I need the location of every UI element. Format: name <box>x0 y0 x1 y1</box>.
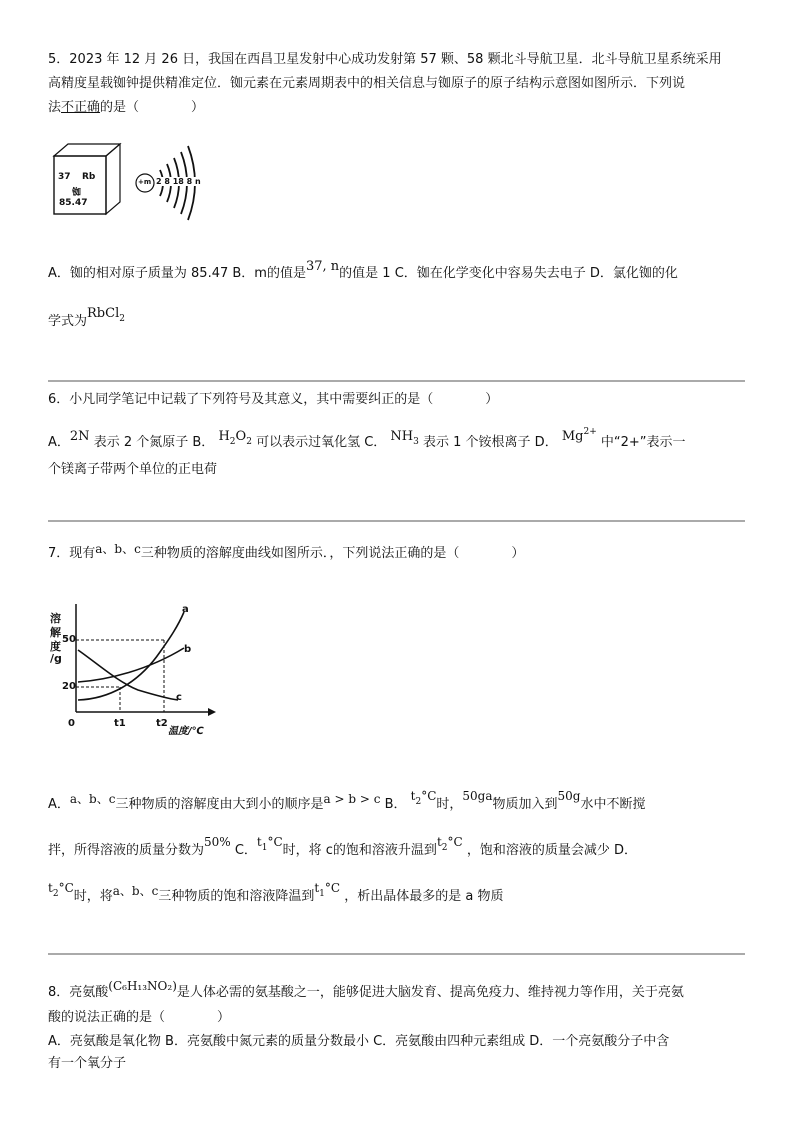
math-37-n: 37, n <box>305 259 340 274</box>
q5-stem-line3: 法不正确的是（ ） <box>48 100 205 115</box>
ytick-20: 20 <box>62 681 76 692</box>
q7-options-line3: $t_2^\circ C$时，将a、b、c三种物质的饱和溶液降温到$t_1^\circ C$ ，析出晶体最多的是 a 物质 <box>48 881 504 904</box>
ylabel-char-2: 解 <box>50 626 61 639</box>
q5-stem-line2: 高精度星载铷钟提供精准定位．铷元素在元素周期表中的相关信息与铷原子的原子结构示意图如图所示．下列说 <box>48 76 686 91</box>
curve-label-b: b <box>184 644 192 655</box>
q7-stem: 7．现有a、b、c三种物质的溶解度曲线如图所示．，下列说法正确的是（ ） <box>48 542 525 561</box>
symbol-mg2plus: $Mg^{2+}$ <box>561 427 597 444</box>
symbol-h2o2: $H_2O_2$ <box>218 429 252 447</box>
xtick-t1: t1 <box>114 718 126 729</box>
q7-options-line2: 拌，所得溶液的质量分数为50% C．$t_1^\circ C$时，将 c的饱和溶液升温到$t_2^\circ C$ ，饱和溶液的质量会减少 D． <box>48 835 637 858</box>
xlabel: 温度/℃ <box>168 726 204 737</box>
nucleus-charge: +m <box>138 178 152 186</box>
q7-options-line1: A．a、b、c三种物质的溶解度由大到小的顺序是a > b > c B． $t_2^\circ C$时，50ga物质加入到50g水中不断搅 <box>48 789 646 812</box>
leucine-formula: (C₆H₁₃NO₂) <box>108 979 177 993</box>
q8-stem-line1: 8．亮氨酸(C₆H₁₃NO₂)是人体必需的氨基酸之一，能够促进大脑发育、提高免疫力、维持视力等作用，关于亮氨 <box>48 979 684 1000</box>
formula-rbcl2: RbCl$_2$ <box>87 306 125 324</box>
not-correct-underline: 不正确 <box>61 100 101 115</box>
divider-1 <box>48 380 745 382</box>
q8-options-line1: A．亮氨酸是氧化物 B．亮氨酸中氮元素的质量分数最小 C．亮氨酸由四种元素组成 D．一个亮氨酸分子中含 <box>48 1034 670 1049</box>
curve-label-c: c <box>176 692 182 703</box>
abc-letters: a、b、c <box>95 542 141 556</box>
divider-3 <box>48 953 745 955</box>
q6-options-line2: 个镁离子带两个单位的正电荷 <box>48 462 218 477</box>
q5-options-line1: A．铷的相对原子质量为 85.47 B．m的值是37, n的值是 1 C．铷在化学变化中容易失去电子 D．氯化铷的化 <box>48 259 678 281</box>
curve-label-a: a <box>182 604 189 615</box>
q8-options-line2: 有一个氧分子 <box>48 1056 127 1071</box>
xtick-t2: t2 <box>156 718 168 729</box>
ylabel-char-1: 溶 <box>50 612 61 625</box>
shell-electrons: 2 8 18 8 n <box>156 177 201 186</box>
solubility-curve-chart <box>48 604 218 744</box>
q5-stem-line1: 5．2023 年 12 月 26 日，我国在西昌卫星发射中心成功发射第 57 颗、58 颗北斗导航卫星．北斗导航卫星系统采用 <box>48 52 722 67</box>
ylabel-char-4: /g <box>50 652 62 665</box>
symbol-nh3: $NH_3$ <box>390 429 419 447</box>
symbol-2n: 2N <box>69 429 90 444</box>
origin-label: 0 <box>68 718 75 729</box>
q6-stem: 6．小凡同学笔记中记载了下列符号及其意义，其中需要纠正的是（ ） <box>48 392 499 407</box>
atomic-mass: 85.47 <box>59 198 88 208</box>
atomic-number: 37 <box>58 172 71 182</box>
q6-options-line1: A．2N 表示 2 个氮原子 B． $H_2O_2$ 可以表示过氧化氢 C． $NH_3$ 表示 1 个铵根离子 D． $Mg^{2+}$ 中“2+”表示一 <box>48 427 686 450</box>
atom-structure-diagram <box>128 140 208 222</box>
q5-options-line2: 学式为RbCl$_2$ <box>48 306 125 329</box>
ylabel-char-3: 度 <box>50 640 61 653</box>
element-symbol: Rb <box>82 172 96 182</box>
element-name: 铷 <box>72 188 82 198</box>
q8-stem-line2: 酸的说法正确的是（ ） <box>48 1010 231 1025</box>
ytick-50: 50 <box>62 634 76 645</box>
divider-2 <box>48 520 745 522</box>
